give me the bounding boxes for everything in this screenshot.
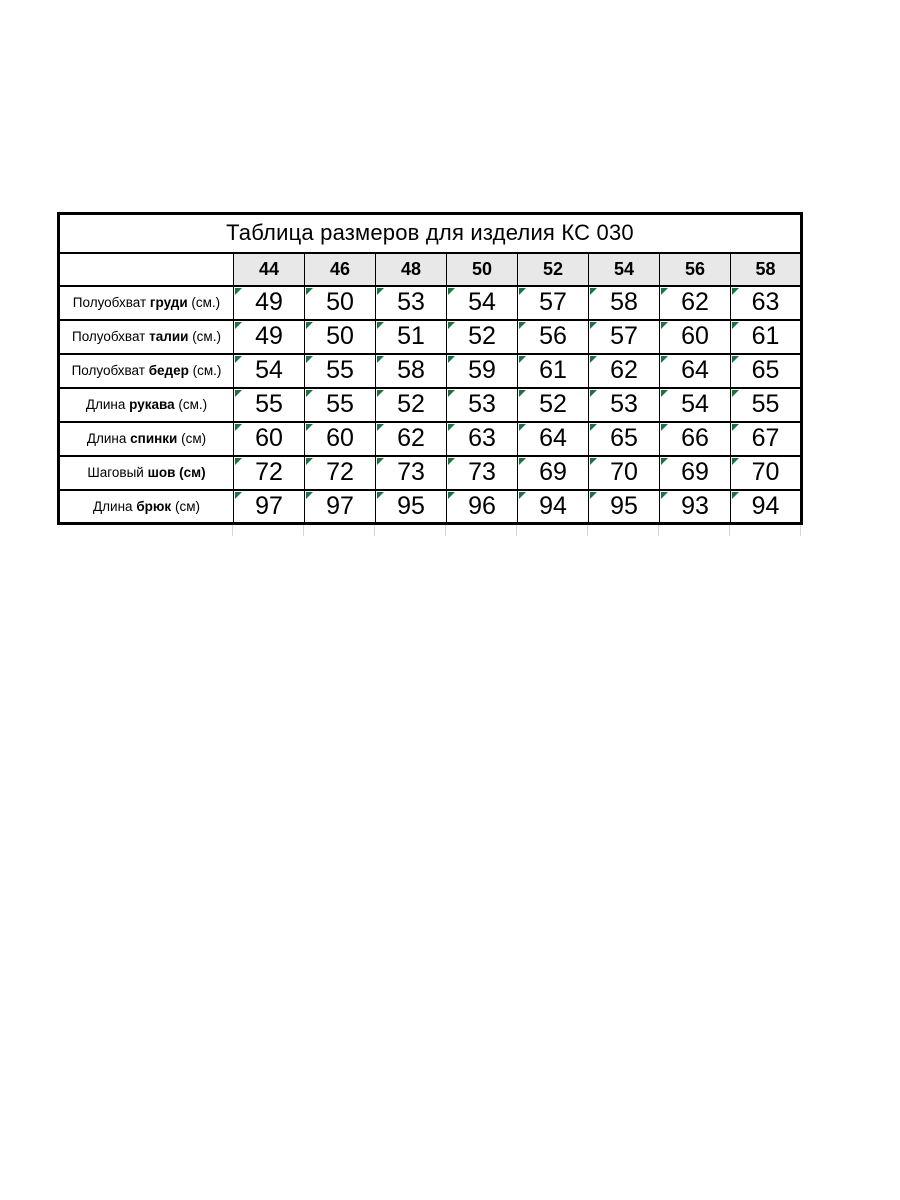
value-cell bbox=[731, 354, 802, 388]
row-label bbox=[59, 354, 234, 388]
error-indicator-icon bbox=[732, 322, 739, 329]
error-indicator-icon bbox=[590, 390, 597, 397]
value: 54 bbox=[468, 288, 496, 316]
value-cell bbox=[589, 286, 660, 320]
excel-gridline-stubs bbox=[232, 525, 802, 536]
error-indicator-icon bbox=[306, 322, 313, 329]
value: 55 bbox=[255, 390, 283, 418]
error-indicator-icon bbox=[306, 390, 313, 397]
value: 53 bbox=[468, 390, 496, 418]
value-cell bbox=[589, 456, 660, 490]
value: 53 bbox=[610, 390, 638, 418]
label-prefix: Полуобхват bbox=[71, 363, 145, 378]
value: 58 bbox=[397, 356, 425, 384]
value: 96 bbox=[468, 491, 496, 520]
value: 62 bbox=[681, 288, 709, 316]
error-indicator-icon bbox=[448, 322, 455, 329]
value-cell bbox=[660, 422, 731, 456]
value: 49 bbox=[255, 288, 283, 316]
table-row-sleeve bbox=[59, 388, 802, 422]
size-column-header: 48 bbox=[376, 253, 447, 286]
size-column-header: 56 bbox=[660, 253, 731, 286]
error-indicator-icon bbox=[235, 288, 242, 295]
error-indicator-icon bbox=[448, 390, 455, 397]
value-cell bbox=[234, 490, 305, 524]
value: 72 bbox=[255, 458, 283, 486]
value: 61 bbox=[751, 322, 780, 350]
error-indicator-icon bbox=[377, 390, 384, 397]
label-bold: бедер bbox=[148, 363, 189, 378]
value: 49 bbox=[255, 322, 283, 350]
error-indicator-icon bbox=[235, 390, 242, 397]
value-cell bbox=[234, 388, 305, 422]
value-cell bbox=[234, 320, 305, 354]
value: 72 bbox=[326, 458, 354, 486]
value-cell bbox=[234, 354, 305, 388]
error-indicator-icon bbox=[519, 458, 526, 465]
error-indicator-icon bbox=[732, 356, 739, 363]
value-cell bbox=[518, 422, 589, 456]
value-cell bbox=[305, 388, 376, 422]
error-indicator-icon bbox=[448, 356, 455, 363]
label-suffix: (см) bbox=[174, 498, 200, 514]
table-row-inseam bbox=[59, 456, 802, 490]
value-cell bbox=[376, 286, 447, 320]
error-indicator-icon bbox=[377, 356, 384, 363]
error-indicator-icon bbox=[448, 458, 455, 465]
value: 50 bbox=[326, 288, 354, 316]
error-indicator-icon bbox=[448, 424, 455, 431]
value: 54 bbox=[255, 356, 283, 384]
title-row bbox=[59, 214, 802, 253]
value: 59 bbox=[468, 356, 496, 384]
value-cell bbox=[589, 388, 660, 422]
value: 55 bbox=[326, 390, 354, 418]
error-indicator-icon bbox=[590, 424, 597, 431]
value-cell bbox=[731, 388, 802, 422]
value-cell bbox=[447, 388, 518, 422]
table-row-waist bbox=[59, 320, 802, 354]
value-cell bbox=[518, 388, 589, 422]
value-cell bbox=[731, 422, 802, 456]
value: 73 bbox=[397, 458, 425, 486]
label-prefix: Длина bbox=[86, 431, 127, 446]
value: 97 bbox=[255, 491, 283, 520]
table-row-back bbox=[59, 422, 802, 456]
row-label bbox=[59, 320, 234, 354]
value: 62 bbox=[610, 356, 638, 384]
value-cell bbox=[447, 354, 518, 388]
label-bold: рукава bbox=[129, 397, 175, 412]
row-label bbox=[59, 456, 234, 490]
value: 69 bbox=[681, 458, 709, 486]
error-indicator-icon bbox=[235, 492, 242, 499]
error-indicator-icon bbox=[519, 288, 526, 295]
value-cell bbox=[731, 286, 802, 320]
row-label bbox=[59, 490, 234, 524]
value-cell bbox=[731, 490, 802, 524]
value: 58 bbox=[610, 288, 638, 316]
error-indicator-icon bbox=[377, 492, 384, 499]
error-indicator-icon bbox=[377, 458, 384, 465]
value: 57 bbox=[539, 288, 567, 316]
value: 69 bbox=[539, 458, 567, 486]
label-suffix: (см) bbox=[181, 431, 207, 446]
error-indicator-icon bbox=[661, 424, 668, 431]
value-cell bbox=[305, 286, 376, 320]
error-indicator-icon bbox=[732, 424, 739, 431]
value-cell bbox=[305, 490, 376, 524]
value: 50 bbox=[326, 322, 354, 350]
value-cell bbox=[305, 320, 376, 354]
value-cell bbox=[589, 422, 660, 456]
value: 63 bbox=[751, 288, 780, 316]
row-label bbox=[59, 286, 234, 320]
value: 61 bbox=[539, 356, 567, 384]
error-indicator-icon bbox=[732, 492, 739, 499]
value-cell bbox=[234, 286, 305, 320]
label-suffix: (см.) bbox=[178, 397, 208, 412]
label-bold: брюк bbox=[136, 498, 172, 514]
error-indicator-icon bbox=[661, 322, 668, 329]
label-prefix: Шаговый bbox=[87, 465, 144, 480]
size-column-header: 52 bbox=[518, 253, 589, 286]
value: 93 bbox=[681, 491, 709, 520]
value: 95 bbox=[610, 491, 638, 520]
value-cell bbox=[447, 490, 518, 524]
value: 52 bbox=[539, 390, 567, 418]
value-cell bbox=[447, 422, 518, 456]
error-indicator-icon bbox=[306, 356, 313, 363]
value: 52 bbox=[397, 390, 425, 418]
value-cell bbox=[447, 286, 518, 320]
error-indicator-icon bbox=[732, 458, 739, 465]
value: 95 bbox=[397, 491, 425, 520]
error-indicator-icon bbox=[661, 458, 668, 465]
value-cell bbox=[660, 320, 731, 354]
value-cell bbox=[234, 422, 305, 456]
error-indicator-icon bbox=[661, 356, 668, 363]
value-cell bbox=[518, 286, 589, 320]
value-cell bbox=[376, 354, 447, 388]
label-prefix: Длина bbox=[85, 397, 126, 412]
value: 54 bbox=[681, 390, 709, 418]
row-label bbox=[59, 422, 234, 456]
value-cell bbox=[376, 456, 447, 490]
value-cell bbox=[305, 354, 376, 388]
error-indicator-icon bbox=[306, 458, 313, 465]
error-indicator-icon bbox=[519, 424, 526, 431]
size-column-header: 46 bbox=[305, 253, 376, 286]
value-cell bbox=[447, 320, 518, 354]
error-indicator-icon bbox=[590, 356, 597, 363]
value-cell bbox=[589, 490, 660, 524]
value-cell bbox=[660, 354, 731, 388]
table-row-hips bbox=[59, 354, 802, 388]
value-cell bbox=[234, 456, 305, 490]
error-indicator-icon bbox=[377, 288, 384, 295]
value-cell bbox=[589, 354, 660, 388]
error-indicator-icon bbox=[519, 492, 526, 499]
error-indicator-icon bbox=[448, 288, 455, 295]
value-cell bbox=[376, 422, 447, 456]
value-cell bbox=[731, 456, 802, 490]
value: 57 bbox=[610, 322, 638, 350]
error-indicator-icon bbox=[306, 492, 313, 499]
label-prefix: Полуобхват bbox=[72, 329, 146, 344]
value-cell bbox=[447, 456, 518, 490]
error-indicator-icon bbox=[590, 288, 597, 295]
error-indicator-icon bbox=[661, 492, 668, 499]
value: 60 bbox=[255, 424, 283, 452]
value: 65 bbox=[751, 356, 780, 384]
label-bold: груди bbox=[149, 295, 188, 310]
size-table bbox=[57, 212, 803, 525]
value: 67 bbox=[751, 424, 780, 452]
value-cell bbox=[376, 388, 447, 422]
value-cell bbox=[305, 422, 376, 456]
error-indicator-icon bbox=[306, 288, 313, 295]
error-indicator-icon bbox=[519, 356, 526, 363]
value-cell bbox=[518, 354, 589, 388]
value: 60 bbox=[326, 424, 354, 452]
error-indicator-icon bbox=[235, 322, 242, 329]
sizes-header-row bbox=[59, 253, 802, 286]
value: 94 bbox=[539, 491, 567, 520]
value: 70 bbox=[751, 458, 780, 486]
error-indicator-icon bbox=[519, 322, 526, 329]
size-column-header: 58 bbox=[731, 253, 802, 286]
error-indicator-icon bbox=[661, 390, 668, 397]
error-indicator-icon bbox=[590, 492, 597, 499]
row-label bbox=[59, 388, 234, 422]
error-indicator-icon bbox=[519, 390, 526, 397]
value-cell bbox=[518, 456, 589, 490]
label-suffix: (см.) bbox=[192, 363, 222, 378]
value: 94 bbox=[751, 491, 780, 520]
value-cell bbox=[305, 456, 376, 490]
error-indicator-icon bbox=[235, 356, 242, 363]
error-indicator-icon bbox=[377, 424, 384, 431]
error-indicator-icon bbox=[732, 288, 739, 295]
value: 64 bbox=[681, 356, 709, 384]
value: 55 bbox=[326, 356, 354, 384]
corner-cell bbox=[59, 253, 234, 286]
label-bold: талии bbox=[149, 329, 189, 344]
value: 70 bbox=[610, 458, 638, 486]
label-suffix: (см.) bbox=[191, 295, 221, 310]
error-indicator-icon bbox=[235, 458, 242, 465]
value-cell bbox=[376, 320, 447, 354]
value: 51 bbox=[397, 322, 425, 350]
value: 63 bbox=[468, 424, 496, 452]
value: 97 bbox=[326, 491, 354, 520]
value-cell bbox=[660, 286, 731, 320]
value: 73 bbox=[468, 458, 496, 486]
size-column-header: 54 bbox=[589, 253, 660, 286]
value: 66 bbox=[681, 424, 709, 452]
value: 62 bbox=[397, 424, 425, 452]
error-indicator-icon bbox=[590, 322, 597, 329]
error-indicator-icon bbox=[732, 390, 739, 397]
value-cell bbox=[589, 320, 660, 354]
error-indicator-icon bbox=[306, 424, 313, 431]
value-cell bbox=[660, 456, 731, 490]
value-cell bbox=[660, 490, 731, 524]
label-bold: спинки bbox=[130, 431, 178, 446]
label-suffix: (см.) bbox=[192, 329, 221, 344]
error-indicator-icon bbox=[590, 458, 597, 465]
table-title: Таблица размеров для изделия КС 030 bbox=[59, 214, 802, 253]
table-row-chest bbox=[59, 286, 802, 320]
table-row-trousers bbox=[59, 490, 802, 524]
label-bold: шов (см) bbox=[147, 465, 206, 480]
value-cell bbox=[376, 490, 447, 524]
label-prefix: Длина bbox=[93, 498, 133, 514]
error-indicator-icon bbox=[235, 424, 242, 431]
label-prefix: Полуобхват bbox=[72, 295, 147, 310]
value: 53 bbox=[397, 288, 425, 316]
size-column-header: 50 bbox=[447, 253, 518, 286]
size-table-wrap bbox=[57, 212, 803, 536]
value-cell bbox=[731, 320, 802, 354]
value-cell bbox=[660, 388, 731, 422]
error-indicator-icon bbox=[661, 288, 668, 295]
value-cell bbox=[518, 490, 589, 524]
value: 56 bbox=[539, 322, 567, 350]
value: 55 bbox=[751, 390, 780, 418]
value-cell bbox=[518, 320, 589, 354]
value: 64 bbox=[539, 424, 567, 452]
value: 52 bbox=[468, 322, 496, 350]
error-indicator-icon bbox=[377, 322, 384, 329]
value: 60 bbox=[681, 322, 709, 350]
error-indicator-icon bbox=[448, 492, 455, 499]
value: 65 bbox=[610, 424, 638, 452]
size-column-header: 44 bbox=[234, 253, 305, 286]
